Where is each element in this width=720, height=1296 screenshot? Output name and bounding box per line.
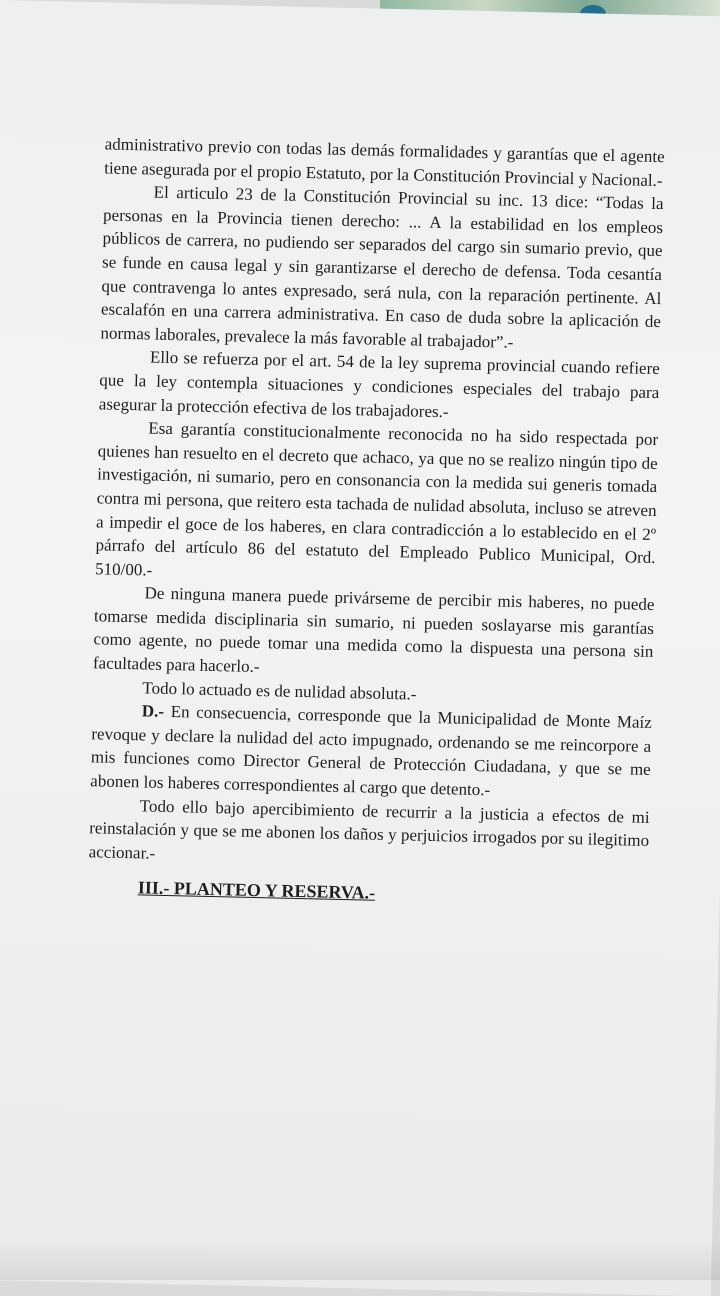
section-heading-iii-text: III.- PLANTEO Y RESERVA.- <box>137 877 376 904</box>
page-shadow <box>0 1240 720 1280</box>
closing-paragraph: Todo ello bajo apercibimiento de recurrir a la justicia a efectos de mi reinstalación y que se me abonen los daños y perjuicios irrogados por su ilegitimo accionar.- <box>88 796 650 863</box>
paragraph-1: administrativo previo con todas las demás formalidades y garantías que el agente tiene asegurada por el propio Estatuto, por la Constitución Provincial y Nacional.- <box>104 134 665 190</box>
section-heading-iii <box>88 876 648 912</box>
paragraph-salary: De ninguna manera puede privárseme de percibir mis haberes, no puede tomarse medida disciplinaria sin sumario, ni pueden soslayarse mis garantías como agente, no puede tomar una medida como la dispuesta una persona sin facultades para hacerlo.- <box>92 583 655 677</box>
paragraph-nullity: Todo lo actuado es de nulidad absoluta.- <box>142 678 417 704</box>
paragraph-article-23: El articulo 23 de la Constitución Provincial su inc. 13 dice: “Todas la personas en la Provincia tienen derecho: ... A la estabilidad en los empleos públicos de carrera, no pudiendo ser separados del cargo sin sumario previo, que se funde en causa legal y sin garantizarse el derecho de defensa. Toda cesantía que contravenga lo antes expresado, será nula, con la reparación pertinente. Al escalafón en una carrera administrativa. En caso de duda sobre la aplicación de normas laborales, prevalece la más favorable al trabajador”.- <box>100 182 664 352</box>
section-d <box>90 699 652 806</box>
paragraph-article-54: Ello se refuerza por el art. 54 de la ley suprema provincial cuando refiere que la ley contempla situaciones y condiciones especiales del trabajo para asegurar la protección efectiva de los trabajadores.- <box>98 347 661 421</box>
section-d-label: D.- <box>141 701 165 722</box>
section-d-text: En consecuencia, corresponde que la Municipalidad de Monte Maíz revoque y declare la nulidad del acto impugnado, ordenando se me reincorpore a mis funciones como Director General de Protección Ciudadana, y que se me abonen los haberes correspondientes al cargo que detento.- <box>90 702 653 800</box>
document-body <box>88 132 665 912</box>
paragraph-guarantee: Esa garantía constitucionalmente reconocida no ha sido respectada por quienes han resuelto en el decreto que achaco, ya que no se realizo ningún tipo de investigación, ni sumario, pero en consonancia con la medida sui generis tomada contra mi persona, que reitero esta tachada de nulidad absoluta, incluso se atreven a impedir el goce de los haberes, en clara contradicción a lo establecido en el 2º párrafo del artículo 86 del estatuto del Empleado Publico Municipal, Ord. 510/00.- <box>94 418 659 580</box>
